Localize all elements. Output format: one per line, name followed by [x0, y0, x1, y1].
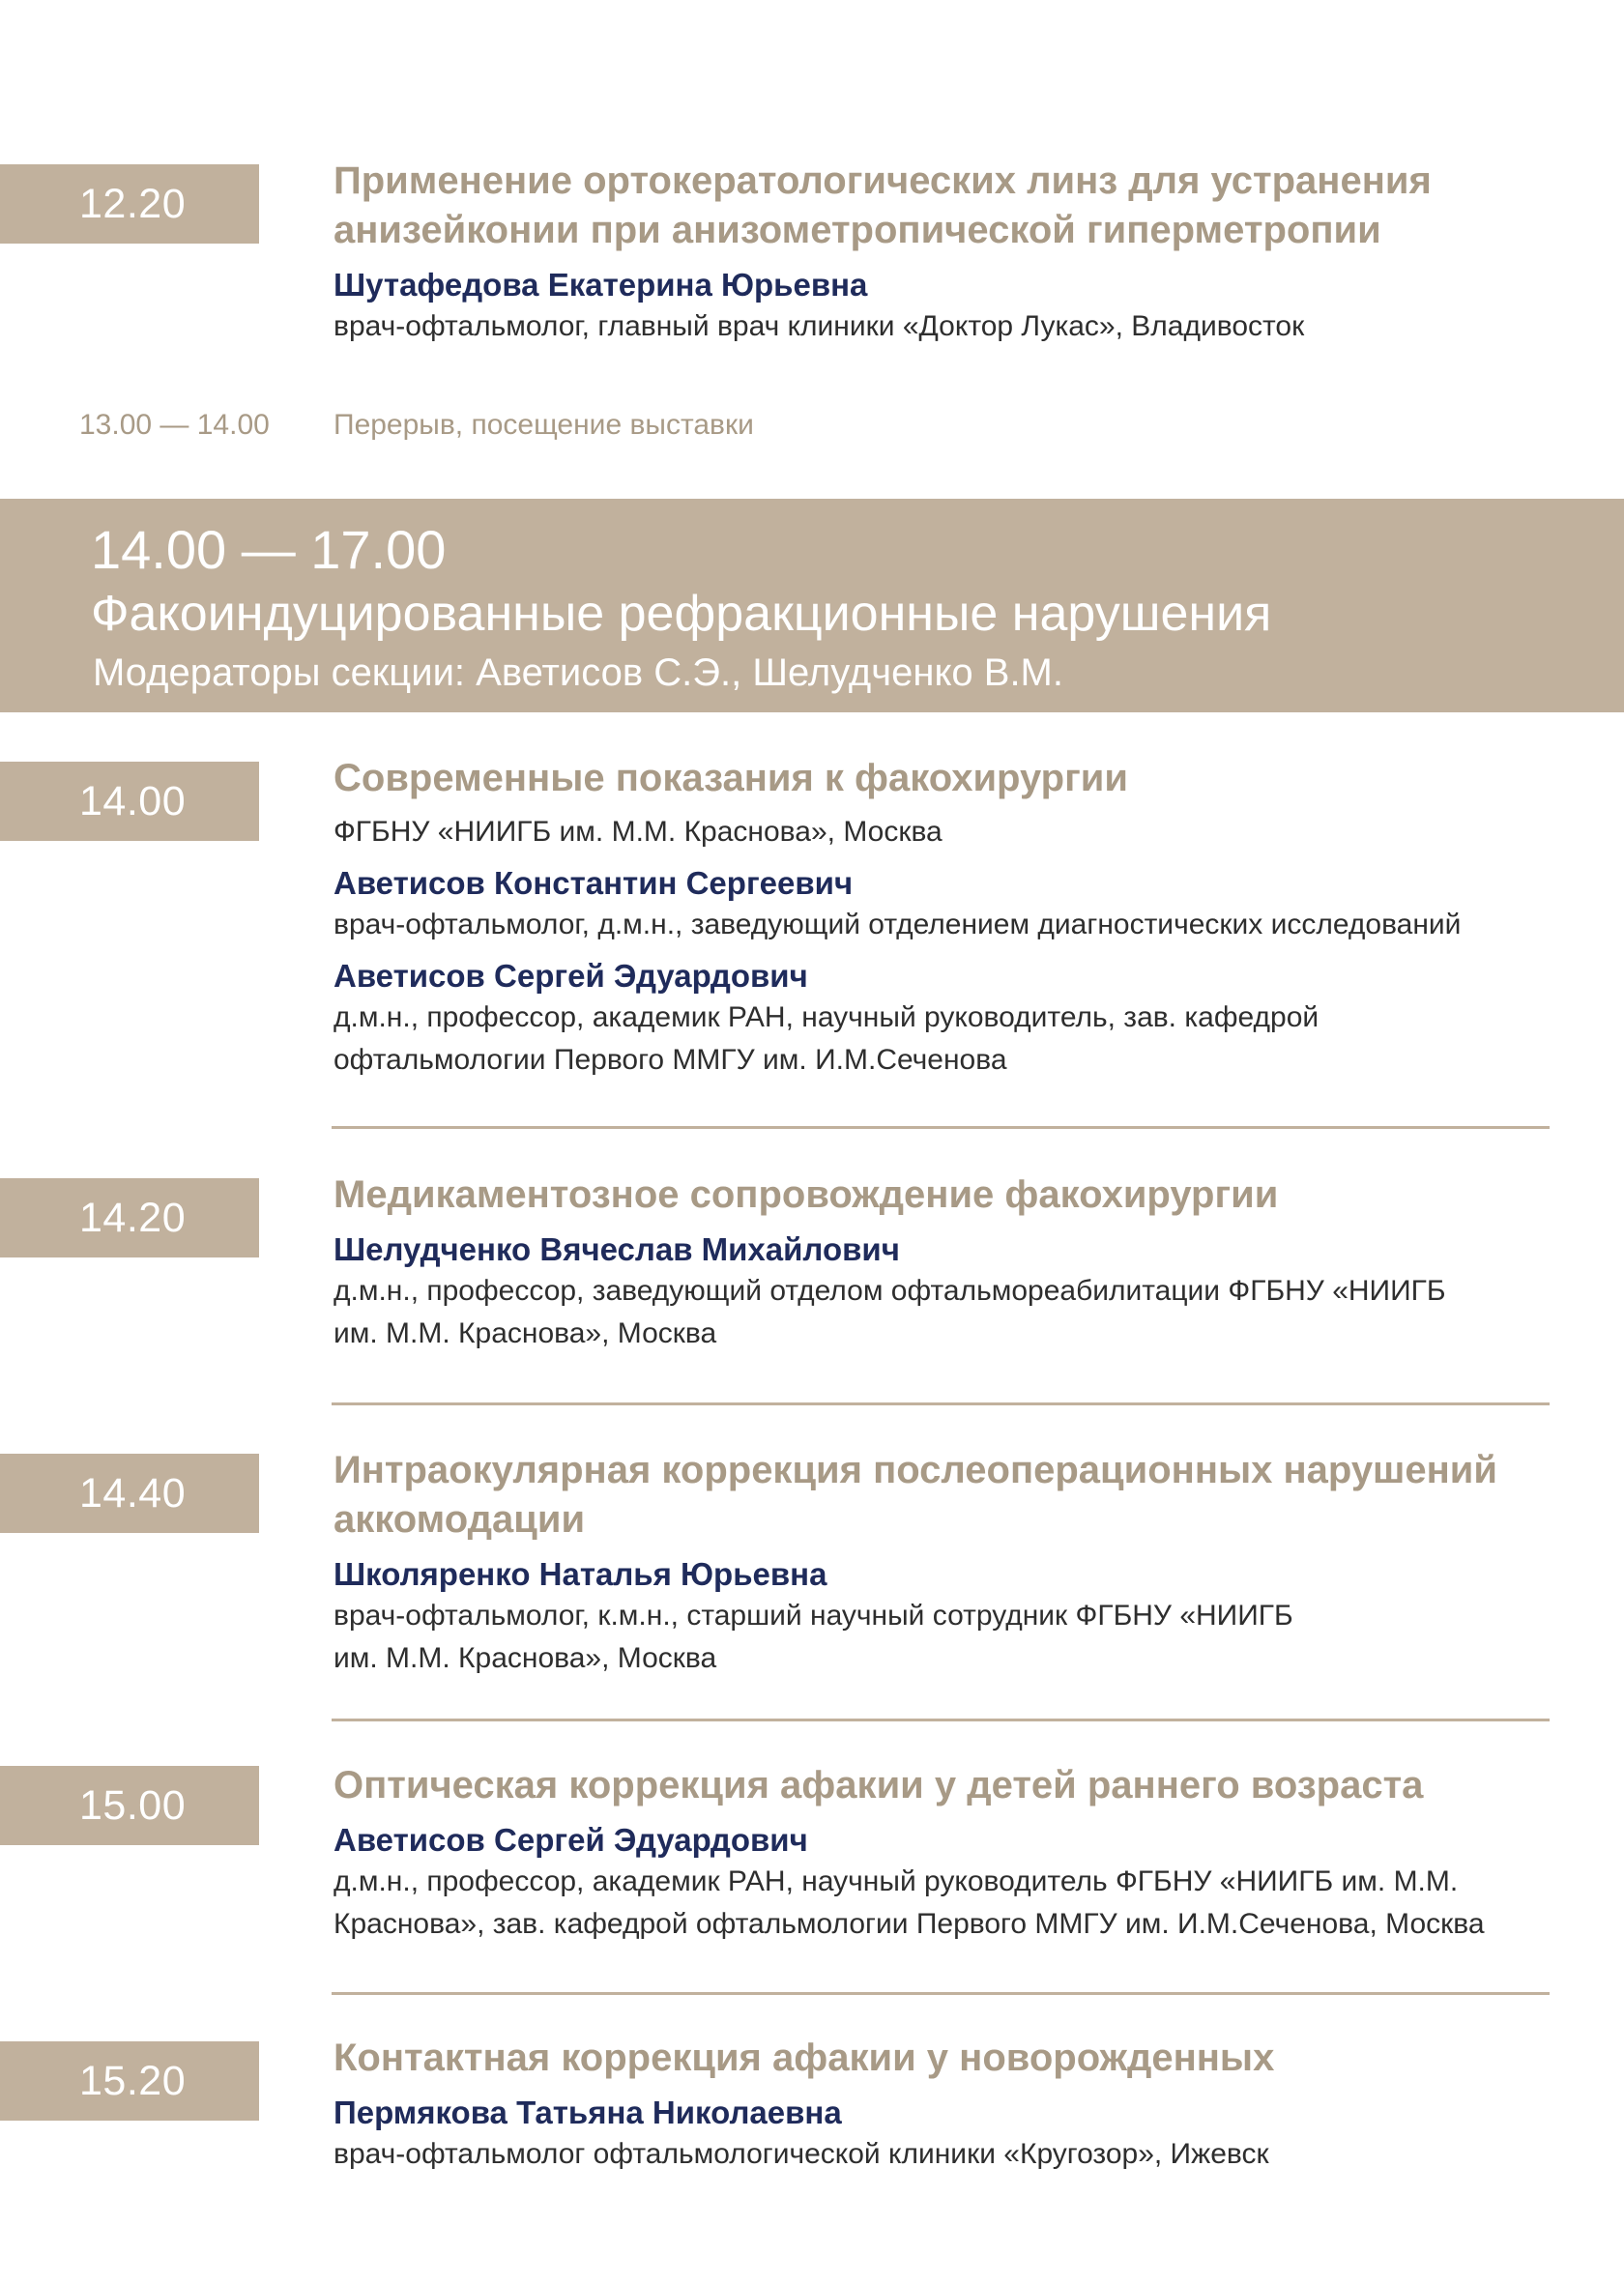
- talk-block: [334, 754, 1571, 1082]
- section-title: Факоиндуцированные рефракционные нарушения: [91, 586, 1272, 642]
- speaker-role-line: врач-офтальмолог, к.м.н., старший научный сотрудник ФГБНУ «НИИГБ: [334, 1600, 1293, 1632]
- talk-block: [334, 1446, 1571, 1680]
- speaker-role-line: д.м.н., профессор, заведующий отделом офтальмореабилитации ФГБНУ «НИИГБ: [334, 1275, 1446, 1307]
- talk-block: [334, 157, 1571, 348]
- speaker-name: Аветисов Константин Сергеевич: [334, 865, 854, 901]
- time-badge: 14.40: [0, 1454, 259, 1533]
- section-time: 14.00 — 17.00: [91, 519, 447, 580]
- divider: [332, 1402, 1550, 1405]
- talk-block: [334, 1170, 1571, 1355]
- speaker-role-line: им. М.М. Краснова», Москва: [334, 1642, 717, 1674]
- time-badge: 15.00: [0, 1766, 259, 1845]
- divider: [332, 1719, 1550, 1721]
- speaker-role: [334, 1270, 1571, 1355]
- speaker-role-line: им. М.М. Краснова», Москва: [334, 1317, 717, 1349]
- speaker-name: Аветисов Сергей Эдуардович: [334, 1822, 808, 1858]
- divider: [332, 1992, 1550, 1995]
- section-moderators: Модераторы секции: Аветисов С.Э., Шелудченко В.М.: [93, 651, 1063, 694]
- talk-title: [334, 1761, 1571, 1810]
- talk-title-line: Интраокулярная коррекция послеоперационных нарушений: [334, 1449, 1497, 1491]
- talk-title-line: Оптическая коррекция афакии у детей раннего возраста: [334, 1764, 1424, 1806]
- talk-title-line: аккомодации: [334, 1498, 586, 1541]
- speaker-name: Шелудченко Вячеслав Михайлович: [334, 1231, 900, 1267]
- talk-title: [334, 157, 1571, 255]
- speaker-role: [334, 1595, 1571, 1680]
- speaker-role-line: Краснова», зав. кафедрой офтальмологии Первого ММГУ им. И.М.Сеченова, Москва: [334, 1908, 1485, 1940]
- speaker-name: Пермякова Татьяна Николаевна: [334, 2095, 842, 2130]
- speaker-role: [334, 305, 1571, 348]
- time-badge: 14.20: [0, 1178, 259, 1257]
- speaker-role-line: д.м.н., профессор, академик РАН, научный руководитель ФГБНУ «НИИГБ им. М.М.: [334, 1865, 1459, 1897]
- speaker-role: [334, 1861, 1571, 1946]
- time-badge: 12.20: [0, 164, 259, 244]
- speaker-name: Шутафедова Екатерина Юрьевна: [334, 267, 868, 303]
- speaker-role-line: врач-офтальмолог, д.м.н., заведующий отделением диагностических исследований: [334, 909, 1462, 940]
- speaker-role-line: офтальмологии Первого ММГУ им. И.М.Сеченова: [334, 1044, 1007, 1076]
- talk-title-line: анизейконии при анизометропической гиперметропии: [334, 209, 1381, 251]
- speaker-role-line: врач-офтальмолог офтальмологической клиники «Кругозор», Ижевск: [334, 2138, 1269, 2170]
- speaker-role: [334, 2133, 1571, 2176]
- talk-title: [334, 1446, 1571, 1545]
- speaker-name: Школяренко Наталья Юрьевна: [334, 1556, 827, 1592]
- talk-title-line: Применение ортокератологических линз для устранения: [334, 159, 1432, 202]
- speaker-role-line: врач-офтальмолог, главный врач клиники «Доктор Лукас», Владивосток: [334, 310, 1305, 342]
- speaker-name: Аветисов Сергей Эдуардович: [334, 958, 808, 994]
- speaker-role: [334, 997, 1571, 1082]
- time-badge: 15.20: [0, 2041, 259, 2121]
- time-badge: 14.00: [0, 762, 259, 841]
- divider: [332, 1126, 1550, 1129]
- talk-title-line: Медикаментозное сопровождение факохирургии: [334, 1173, 1279, 1216]
- organization: ФГБНУ «НИИГБ им. М.М. Краснова», Москва: [334, 816, 942, 848]
- talk-block: [334, 2034, 1571, 2176]
- speaker-role: [334, 904, 1571, 946]
- break-text: Перерыв, посещение выставки: [334, 409, 754, 441]
- speaker-role-line: д.м.н., профессор, академик РАН, научный руководитель, зав. кафедрой: [334, 1001, 1320, 1033]
- section-header: [0, 499, 1624, 712]
- break-time: 13.00 — 14.00: [79, 409, 270, 441]
- talk-block: [334, 1761, 1571, 1946]
- talk-title: [334, 754, 1571, 803]
- talk-title-line: Контактная коррекция афакии у новорожденных: [334, 2037, 1275, 2079]
- talk-title-line: Современные показания к факохирургии: [334, 757, 1128, 799]
- talk-title: [334, 2034, 1571, 2083]
- talk-title: [334, 1170, 1571, 1220]
